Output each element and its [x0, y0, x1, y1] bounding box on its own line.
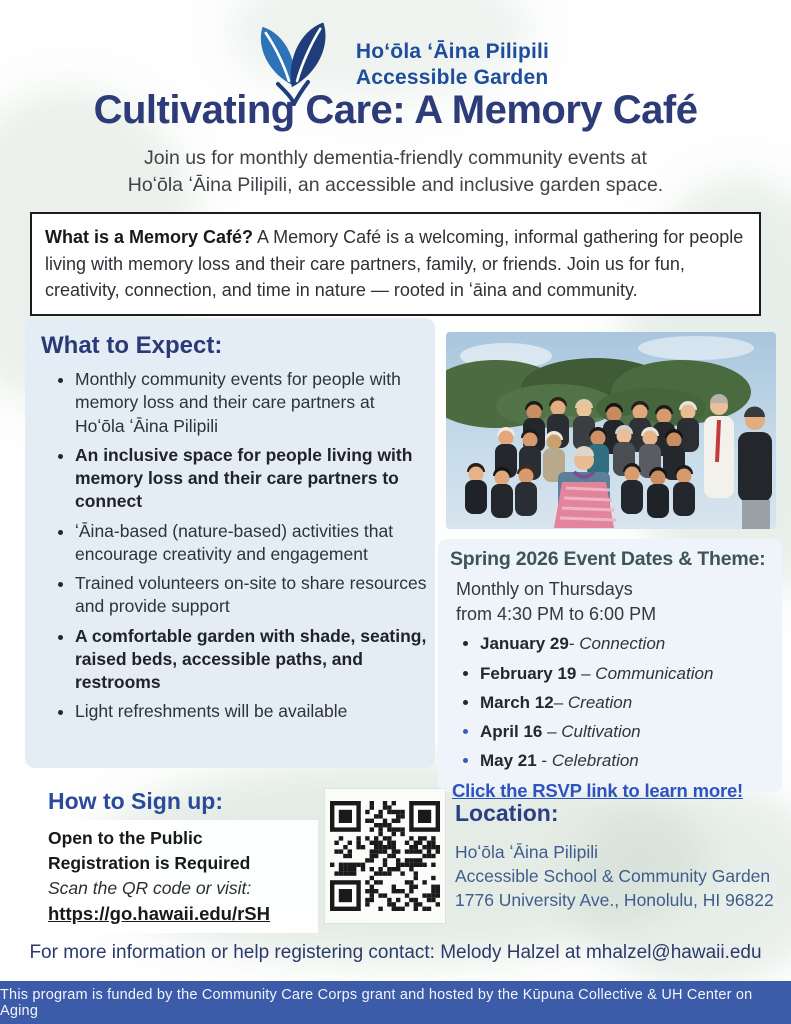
location-line3: 1776 University Ave., Honolulu, HI 96822 — [455, 890, 774, 911]
what-to-expect-panel — [25, 318, 435, 768]
org-name — [356, 39, 549, 90]
location-line2: Accessible School & Community Garden — [455, 866, 771, 887]
event-item — [480, 692, 776, 713]
subtitle-line1: Join us for monthly dementia-friendly community events at — [144, 147, 647, 169]
event-date: January 29 — [480, 634, 569, 654]
event-dates-heading: Spring 2026 Event Dates & Theme: — [450, 548, 766, 570]
org-name-line1: Hoʻōla ʻĀina Pilipili — [355, 39, 550, 63]
event-list — [450, 633, 776, 771]
event-date: February 19 — [480, 663, 577, 683]
expect-item: • Light refreshments will be available — [75, 700, 427, 723]
signup-line2: Registration is Required — [48, 852, 251, 873]
expect-item: • ʻĀina-based (nature-based) activities that encourage creativity and engagement — [75, 520, 427, 567]
footer-bar — [0, 981, 791, 1024]
subtitle — [0, 145, 791, 199]
location-line1: Hoʻōla ʻĀina Pilipili — [455, 842, 598, 862]
info-box-lead: What is a Memory Café? — [45, 227, 254, 247]
event-schedule — [456, 577, 776, 627]
group-photo — [446, 332, 776, 529]
memory-cafe-info-box — [30, 212, 761, 316]
event-separator: - — [568, 634, 580, 654]
page-title: Cultivating Care: A Memory Café — [93, 88, 698, 132]
event-date: April 16 — [480, 722, 543, 742]
what-to-expect-heading: What to Expect: — [41, 332, 223, 359]
rsvp-link[interactable]: Click the RSVP link to learn more! — [452, 779, 743, 801]
sign-up-details — [40, 820, 318, 933]
event-theme: Cultivation — [561, 722, 641, 742]
event-item — [480, 663, 776, 684]
event-item — [480, 750, 776, 771]
contact-line: For more information or help registering contact: Melody Halzel at mhalzel@hawaii.edu — [29, 942, 762, 963]
event-item — [480, 633, 776, 654]
signup-line1: Open to the Public — [48, 828, 203, 848]
expect-item: • A comfortable garden with shade, seating, raised beds, accessible paths, and restrooms — [75, 625, 427, 695]
subtitle-line2: Hoʻōla ʻĀina Pilipili, an accessible and inclusive garden space. — [127, 173, 664, 196]
event-item — [480, 721, 776, 742]
event-separator: – — [553, 692, 568, 712]
footer-text: This program is funded by the Community Care Corps grant and hosted by the Kūpuna Collective & UH Center on Aging — [0, 986, 753, 1019]
expect-item: • Trained volunteers on-site to share resources and provide support — [75, 572, 427, 619]
event-date: May 21 — [480, 751, 537, 771]
location-heading: Location: — [455, 800, 559, 826]
expect-item: • Monthly community events for people with memory loss and their care partners at Hoʻōla ʻĀina Pilipili — [75, 368, 427, 438]
info-box-body: A Memory Café is a welcoming, informal gathering for people living with memory loss and their care partners, family, or friends. Join us for fun, creativity, connection, and time in nature — rooted in ʻāina and community. — [45, 227, 744, 301]
location-details — [455, 840, 774, 912]
expect-item: • An inclusive space for people living with memory loss and their care partners to connect — [75, 444, 427, 514]
event-separator: - — [536, 751, 552, 771]
schedule-line2: from 4:30 PM to 6:00 PM — [456, 604, 657, 625]
schedule-line1: Monthly on Thursdays — [456, 579, 633, 599]
how-to-sign-up-heading: How to Sign up: — [48, 788, 224, 814]
event-date: March 12 — [480, 692, 554, 712]
event-theme: Connection — [579, 634, 666, 654]
registration-url-link[interactable]: https://go.hawaii.edu/rSH — [48, 902, 271, 924]
event-theme: Communication — [595, 663, 714, 683]
event-dates-panel — [438, 539, 782, 801]
event-separator: – — [542, 722, 562, 742]
org-name-line2: Accessible Garden — [355, 65, 549, 89]
event-theme: Celebration — [551, 751, 639, 771]
event-theme: Creation — [567, 692, 633, 712]
qr-code — [325, 789, 445, 923]
event-separator: – — [576, 663, 596, 683]
signup-line3: Scan the QR code or visit: — [48, 877, 252, 898]
what-to-expect-list — [41, 368, 427, 724]
